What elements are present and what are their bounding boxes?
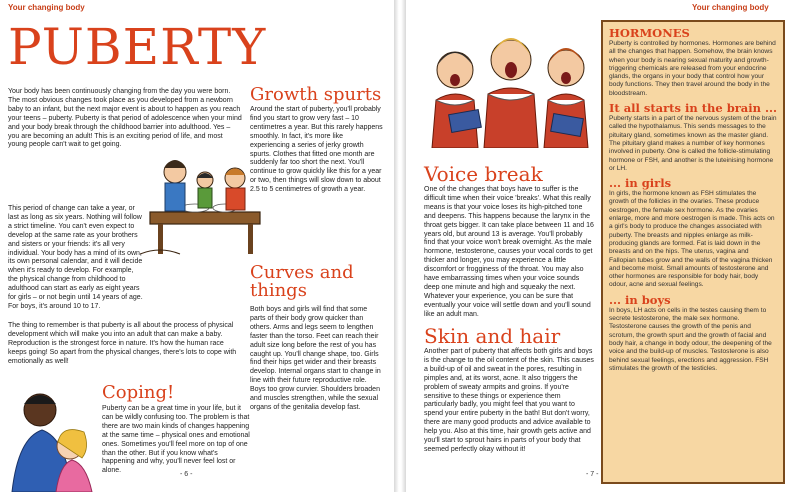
intro-paragraph: Your body has been continuously changing from the day you were born. The most obvious changes took place as you developed from a newborn baby to an infant, but the next major event is about to happen as you reach your teens – puberty. Puberty is that period of adolescence when your mind and your body break through the childhood barrier into adulthood. Yes – you are becoming an adult! This is an exciting period of life, and most young people can't wait to get going.: [8, 88, 242, 149]
left-page: [0, 0, 394, 492]
skin-hair-heading: Skin and hair: [424, 324, 561, 348]
page-number-right: - 7 -: [586, 471, 599, 478]
girls-text: In girls, the hormone known as FSH stimulates the growth of the follicles in the ovaries. These produce oestrogen, the female sex hormone. As the ovaries enlarge, more and more oestrogen is made. This acts on a girl's body to produce the changes associated with puberty. The breasts and nipples enlarge as milk-producing glands are formed. Fat is laid down in the breasts and on the hips. The uterus, vagina and Fallopian tubes grow and the walls of the vagina thicken and become moist. Small amounts of testosterone and other hormones are responsible for body hair, body odour, acne and sexual feelings.: [609, 190, 775, 289]
girls-heading: ... in girls: [609, 176, 672, 191]
brain-text: Puberty starts in a part of the nervous system of the brain called the hypothalamus. This sends messages to the pituitary gland, sometimes known as the master gland. The pituitary gland makes a number of key hormones involved in puberty. One is called the follicle-stimulating hormone or FSH, and another is the luteinising hormone or LH.: [609, 115, 777, 172]
running-header-right: Your changing body: [692, 3, 769, 12]
hormones-text: Puberty is controlled by hormones. Hormones are behind all the changes that happen. Somehow, the brain knows when your body is nearing sexual maturity and growth-triggering chemicals are released from your endocrine glands, the organs in your body that control how your body functions. They then travel around the body in the bloodstream.: [609, 40, 776, 97]
process-paragraph: This period of change can take a year, or last as long as six years. Nothing will follow a strict timeline. You can't even expect to develop at the same rate as your brothers and sisters or your friends: it's all very individual. Your body has a mind of its own, its own personal calendar, and it will decide when it's ready to develop. For example, the physical change from childhood to adulthood can start as early as eight years for girls – or not begin until 14 years of age. For boys, it's around 10 to 17.: [8, 205, 143, 310]
curves-text: Both boys and girls will find that some parts of their body grow quicker than others. Arms and legs seem to lengthen faster than the torso. Feet can reach their adult size long before the rest of you has caught up. You'll change shape, too. Girls find their hips get wider and their breasts develop. Internal organs start to change in line with their future reproductive role. Boys too grow curvier. Shoulders broaden and muscles strengthen, while the sexual organs of the genitalia develop fast.: [250, 306, 381, 411]
page-number-left: - 6 -: [180, 471, 193, 478]
hugging-teens-illustration: [0, 382, 98, 492]
skin-hair-text: Another part of puberty that affects both girls and boys is the change to the oil content of the skin. This causes a build-up of oil and sweat in the pores, resulting in pimples and, at its worst, acne. It also triggers the problem of sweaty armpits and groins. If you're sensitive to these things or experience them particularly badly, you might feel that you want to spend your entire puberty in the bath! But don't worry, there are many good products and advice available to help you. Also at this time, hair growth gets active and you'll start to sprout hairs in parts of your body that seemed perfectly okay without it!: [424, 348, 594, 453]
book-gutter: [394, 0, 406, 492]
hormones-sidebar: [601, 20, 785, 484]
choir-boys-illustration: [426, 8, 596, 148]
growth-spurts-heading: Growth spurts: [250, 84, 382, 105]
curves-heading: Curves and things: [250, 262, 354, 301]
growth-spurts-text: Around the start of puberty, you'll probably find you start to grow very fast – 10 centimetres a year. But this rarely happens smoothly. In fact, it's more like experiencing a series of jerky growth spurts. Clothes that fitted one month are suddenly far too short the next. You'll continue to grow quickly like this for a year or two, then things will slow down to about 2.5 to 5 centimetres of growth a year.: [250, 106, 383, 194]
boys-text: In boys, LH acts on cells in the testes causing them to secrete testosterone, the male sex hormone. Testosterone causes the growth of the penis and scrotum, the growth spurt and the growth of facial and body hair, a change in body odour, the deepening of the voice and the build-up of muscles. Testosterone is also behind sexual feelings, erections and aggression. FSH stimulates the growth of the testicles.: [609, 306, 772, 372]
hormones-heading: HORMONES: [609, 26, 690, 40]
right-page: [406, 0, 800, 492]
boys-heading: ... in boys: [609, 292, 671, 307]
voice-break-heading: Voice break: [424, 162, 543, 186]
coping-heading: Coping!: [102, 382, 175, 403]
reproduction-paragraph: The thing to remember is that puberty is all about the process of physical development which will make you into an adult that can make a baby. Reproduction is the strongest force in nature. It's how the human race keeps going! So apart from the physical changes, there's lots to cope with emotionally as well!: [8, 322, 237, 365]
coping-text: Puberty can be a great time in your life, but it can be wildly confusing too. The problem is that there are two main kinds of changes happening at the same time – physical ones and emotional ones. Sometimes you'll feel more on top of one than the other. But if you know what's happening and why, you'll never feel lost or alone.: [102, 405, 250, 475]
voice-break-text: One of the changes that boys have to suffer is the difficult time when their voice 'breaks'. What this really means is that your voice loses its high-pitched tone and deepens. This happens because the larynx in the throat gets bigger. It can take place between 11 and 16 years old, but around 13 is average. You'll probably find that your voice won't break overnight. As the male hormone, testosterone, causes your vocal cords to get thicker and longer, you may experience a little discomfort or frogginess of the throat. You may also have embarrassing times when your voice sounds deep one minute and high and squeaky the next. Whatever your experience, you can be sure that eventually your voice will settle down and you'll sound like an adult man.: [424, 186, 594, 318]
brain-heading: It all starts in the brain ...: [609, 101, 777, 116]
page-title: PUBERTY: [8, 18, 267, 76]
running-header-left: Your changing body: [8, 3, 85, 12]
